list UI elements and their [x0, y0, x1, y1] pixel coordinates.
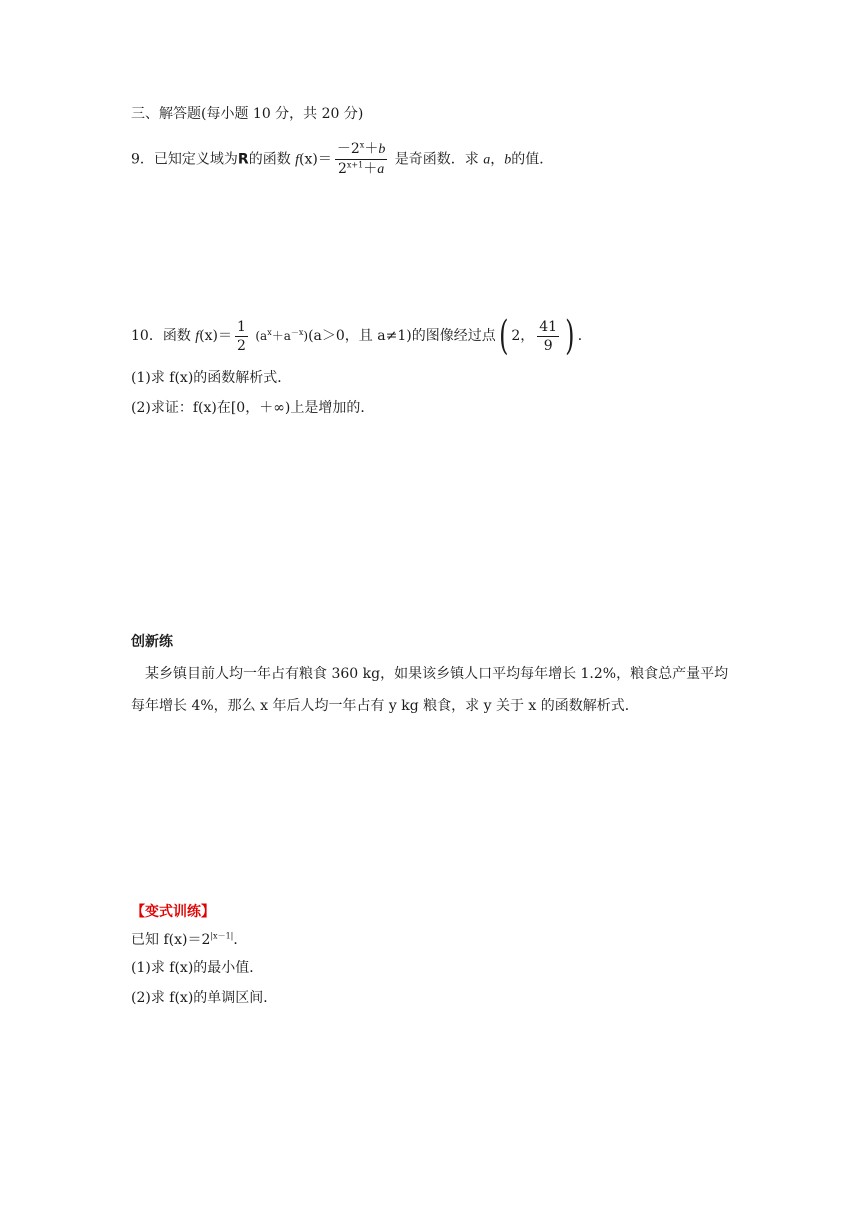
- q10-sup1: x: [267, 328, 272, 337]
- q10-condition: (a＞0，且 a≠1)的图像经过点: [308, 328, 496, 344]
- q10-pt-den: 9: [537, 336, 559, 355]
- variant-line1-end: ．: [233, 932, 248, 948]
- q10-part-2-text: (2)求证：f(x)在[0，＋∞)上是增加的．: [131, 400, 375, 416]
- section-3-heading-text: 三、解答题(每小题 10 分，共 20 分): [131, 106, 364, 122]
- q9-num-a: －2: [336, 141, 360, 157]
- variant-part-1: [131, 958, 263, 978]
- q9-end: 的值．: [511, 151, 554, 168]
- q9-den-sup: x+1: [346, 160, 364, 170]
- q10-prefix: 10．函数: [131, 328, 191, 344]
- q9-set-r: R: [237, 151, 249, 168]
- q9-denominator: [335, 159, 387, 179]
- variant-heading-text: 【变式训练】: [131, 904, 215, 920]
- q10-point-x: 2，: [511, 328, 535, 344]
- variant-heading: [131, 902, 215, 922]
- q10-sup2: －x: [290, 328, 304, 337]
- q10-part-1-text: (1)求 f(x)的函数解析式．: [131, 370, 292, 386]
- q9-fraction: [335, 140, 387, 179]
- q10-fraction-half: [235, 318, 248, 355]
- q9-var-b: b: [504, 152, 512, 168]
- variant-exponent: |x－1|: [210, 931, 234, 941]
- variant-statement: [131, 930, 247, 950]
- variant-part-2-text: (2)求 f(x)的单调区间．: [131, 990, 278, 1006]
- q10-func-name: f: [195, 329, 200, 344]
- q10-point-bracket-left: (: [498, 313, 509, 359]
- variant-line1: 已知 f(x)＝2: [131, 932, 211, 948]
- q9-func-name: f: [295, 152, 300, 168]
- innovation-heading: [131, 632, 173, 652]
- section-3-heading: [131, 104, 363, 124]
- q9-prefix: 9．已知定义域为: [131, 151, 238, 168]
- q9-suffix: 是奇函数．求: [394, 151, 479, 168]
- q10-period: ．: [577, 328, 592, 344]
- innovation-heading-text: 创新练: [131, 634, 173, 650]
- q10-func-arg: (x): [199, 328, 218, 344]
- q10-frac-num: 1: [237, 318, 246, 335]
- q10-frac-den: 2: [237, 337, 246, 354]
- q10-expression: [255, 329, 308, 343]
- question-9: [131, 140, 553, 179]
- variant-part-1-text: (1)求 f(x)的最小值．: [131, 960, 264, 976]
- q10-eq: ＝: [218, 328, 232, 344]
- q10-part-1: [131, 368, 291, 388]
- q10-part-2: [131, 398, 374, 418]
- q9-mid: 的函数: [248, 151, 291, 168]
- q9-num-b: ＋: [364, 141, 379, 157]
- q9-numerator: [335, 140, 387, 159]
- variant-part-2: [131, 988, 277, 1008]
- innovation-body: [131, 658, 741, 722]
- q9-func-arg: (x): [299, 151, 318, 168]
- q9-num-sup: x: [359, 140, 365, 150]
- q9-comma: ，: [490, 151, 505, 168]
- q10-paren-close: ): [303, 329, 309, 343]
- question-10: [131, 313, 592, 359]
- q9-den-c: a: [377, 162, 385, 177]
- q10-plus: ＋a: [271, 329, 291, 343]
- q10-pt-num: 41: [539, 318, 558, 335]
- innovation-body-text: 某乡镇目前人均一年占有粮食 360 kg，如果该乡镇人口平均每年增长 1.2%，粮食总产量平均每年增长 4%，那么 x 年后人均一年占有 y kg 粮食，求 y 关于 x 的函数解析式．: [131, 666, 729, 714]
- q10-point-fraction: [537, 318, 559, 355]
- q10-point: [511, 318, 562, 354]
- q10-point-bracket-right: ): [565, 313, 575, 359]
- q9-den-a: 2: [337, 161, 347, 177]
- q9-eq: ＝: [317, 151, 332, 168]
- q10-paren-open: (a: [255, 329, 268, 343]
- q9-var-a: a: [483, 152, 491, 168]
- q9-den-b: ＋: [363, 161, 378, 177]
- q9-num-c: b: [378, 142, 386, 157]
